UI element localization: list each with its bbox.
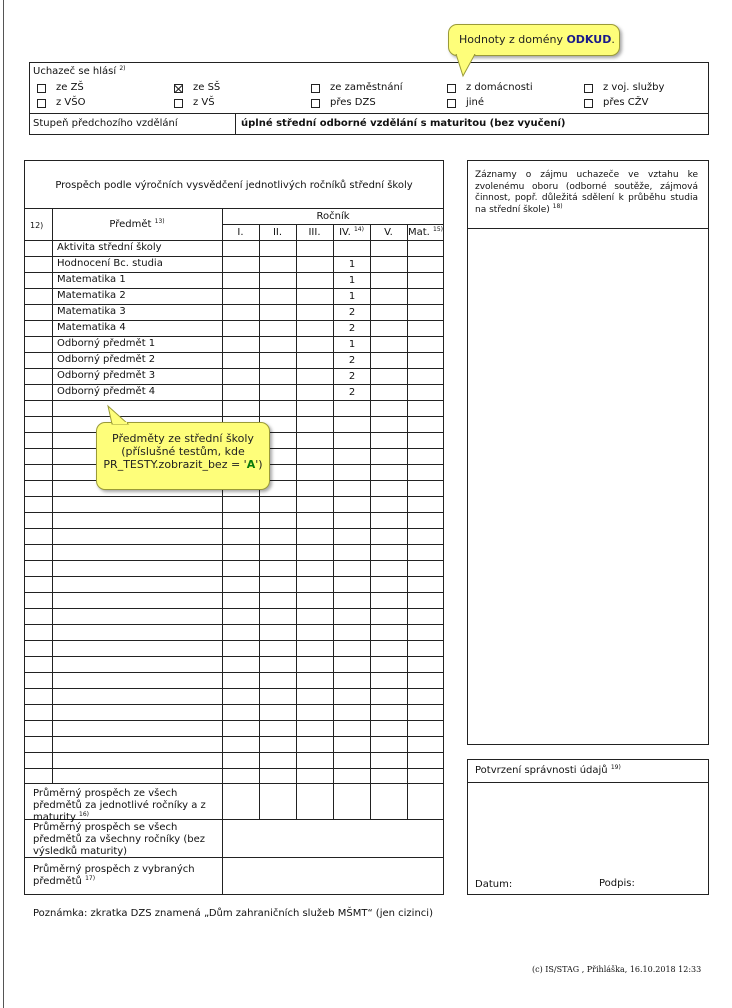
option-checkbox[interactable] (584, 99, 593, 108)
confirm-label: Potvrzení správnosti údajů $^{19)}$ (475, 764, 621, 776)
option-label: ze SŠ (193, 82, 221, 93)
grade-value: 2 (348, 307, 356, 318)
subject-name: Matematika 1 (57, 274, 126, 285)
row-line (24, 624, 444, 625)
row-line (24, 544, 444, 545)
col-line (370, 224, 371, 819)
option-checkbox[interactable] (37, 84, 46, 93)
row-line (24, 272, 444, 273)
signature-label: Podpis: (599, 878, 635, 889)
grade-value: 2 (348, 387, 356, 398)
row-line (24, 416, 444, 417)
prev-education-label: Stupeň předchozího vzdělání (33, 118, 178, 129)
row-line (24, 400, 444, 401)
option-checkbox[interactable] (174, 99, 183, 108)
option-checkbox[interactable] (447, 99, 456, 108)
date-label: Datum: (475, 879, 513, 890)
row-line (24, 672, 444, 673)
option-checkbox[interactable] (447, 84, 456, 93)
row-line (24, 528, 444, 529)
row-line (24, 256, 444, 257)
year-header: Mat. $^{15)}$ (407, 226, 444, 238)
grade-value: 2 (348, 355, 356, 366)
tooltip-pointer (455, 54, 479, 80)
row-line (24, 656, 444, 657)
col-line (52, 208, 53, 783)
tooltip-pointer (104, 404, 132, 426)
subject-name: Matematika 4 (57, 322, 126, 333)
option-checkbox[interactable] (584, 84, 593, 93)
grade-value: 1 (348, 259, 356, 270)
subject-name: Aktivita střední školy (57, 242, 162, 253)
subjects-tooltip (96, 422, 270, 490)
confirm-box (467, 759, 709, 895)
subject-name: Matematika 2 (57, 290, 126, 301)
year-header: I. (237, 227, 244, 238)
col-line (407, 224, 408, 819)
grades-title: Prospěch podle výročních vysvědčení jednotlivých ročníků střední školy (55, 180, 413, 191)
interest-text: Záznamy o zájmu uchazeče ve vztahu ke zvolenému oboru (odborné soutěže, zájmová činnost, popř. důležitá sdělení k průběhu studia na střední škole) $^{18)}$ (475, 170, 698, 215)
grade-value: 1 (348, 291, 356, 302)
option-label: přes DZS (330, 97, 376, 108)
row-line (24, 592, 444, 593)
grade-value: 2 (348, 323, 356, 334)
option-label: z voj. služby (603, 82, 665, 93)
subject-name: Odborný předmět 2 (57, 354, 156, 365)
option-label: z domácnosti (466, 82, 533, 93)
divider (24, 783, 444, 784)
footer-stamp: (c) IS/STAG , Přihláška, 16.10.2018 12:33 (532, 965, 702, 974)
col-number-header: 12) (30, 221, 44, 230)
option-checkbox[interactable] (311, 84, 320, 93)
tooltip-line: Předměty ze střední školy (112, 432, 254, 445)
grade-value: 1 (348, 339, 356, 350)
footnote: Poznámka: zkratka DZS znamená „Dům zahraničních služeb MŠMT“ (jen cizinci) (33, 908, 433, 919)
row-line (24, 736, 444, 737)
divider (467, 782, 709, 783)
row-line (24, 384, 444, 385)
col-line (296, 224, 297, 819)
tooltip-line: (příslušné testům, kde (121, 445, 245, 458)
divider (467, 228, 709, 229)
year-header: II. (272, 227, 283, 238)
row-line (24, 720, 444, 721)
col-line (259, 224, 260, 819)
row-line (24, 304, 444, 305)
grade-value: 1 (348, 275, 356, 286)
option-label: jiné (466, 97, 485, 108)
row-line (24, 352, 444, 353)
option-checkbox[interactable] (37, 99, 46, 108)
divider (24, 208, 444, 209)
row-line (24, 768, 444, 769)
year-header: III. (308, 227, 321, 238)
option-label: z VŠO (56, 97, 86, 108)
tooltip-line: PR_TESTY.zobrazit_bez = 'A') (103, 458, 263, 471)
avg-selected-label: Průměrný prospěch z vybraných předmětů $^{17)}$ (33, 864, 195, 887)
row-line (24, 320, 444, 321)
applicant-label: Uchazeč se hlásí $^{2)}$ (33, 65, 126, 77)
row-line (24, 688, 444, 689)
divider (29, 113, 709, 114)
row-line (24, 368, 444, 369)
subject-name: Odborný předmět 3 (57, 370, 156, 381)
year-header: V. (384, 227, 393, 238)
option-label: z VŠ (193, 97, 215, 108)
subject-name: Odborný předmět 4 (57, 386, 156, 397)
avg-all-label: Průměrný prospěch se všech předmětů za všechny ročníky (bez výsledků maturity) (33, 822, 205, 857)
prev-education-value: úplné střední odborné vzdělání s maturitou (bez vyučení) (241, 118, 566, 129)
option-label: ze zaměstnání (330, 82, 403, 93)
col-subject-header: Předmět $^{13)}$ (109, 218, 165, 230)
row-line (24, 576, 444, 577)
row-line (24, 496, 444, 497)
row-line (24, 704, 444, 705)
row-line (24, 512, 444, 513)
option-label: přes CŽV (603, 97, 649, 108)
subject-name: Odborný předmět 1 (57, 338, 156, 349)
option-checkbox[interactable] (174, 84, 183, 93)
grade-value: 2 (348, 371, 356, 382)
row-line (24, 752, 444, 753)
domain-tooltip: Hodnoty z domény ODKUD. (448, 24, 620, 56)
year-header: IV. $^{14)}$ (339, 226, 364, 238)
row-line (24, 336, 444, 337)
divider (235, 113, 236, 135)
divider (24, 240, 444, 241)
row-line (24, 640, 444, 641)
col-line (222, 208, 223, 895)
option-label: ze ZŠ (56, 82, 84, 93)
option-checkbox[interactable] (311, 99, 320, 108)
interest-box (467, 160, 709, 745)
row-line (24, 560, 444, 561)
row-line (24, 608, 444, 609)
subject-name: Hodnocení Bc. studia (57, 258, 163, 269)
page-edge (3, 0, 4, 1008)
avg-years-label: Průměrný prospěch ze všech předmětů za jednotlivé ročníky a z maturity $^{16)}$ (33, 788, 206, 823)
row-line (24, 288, 444, 289)
subject-name: Matematika 3 (57, 306, 126, 317)
col-year-header: Ročník (316, 211, 350, 222)
